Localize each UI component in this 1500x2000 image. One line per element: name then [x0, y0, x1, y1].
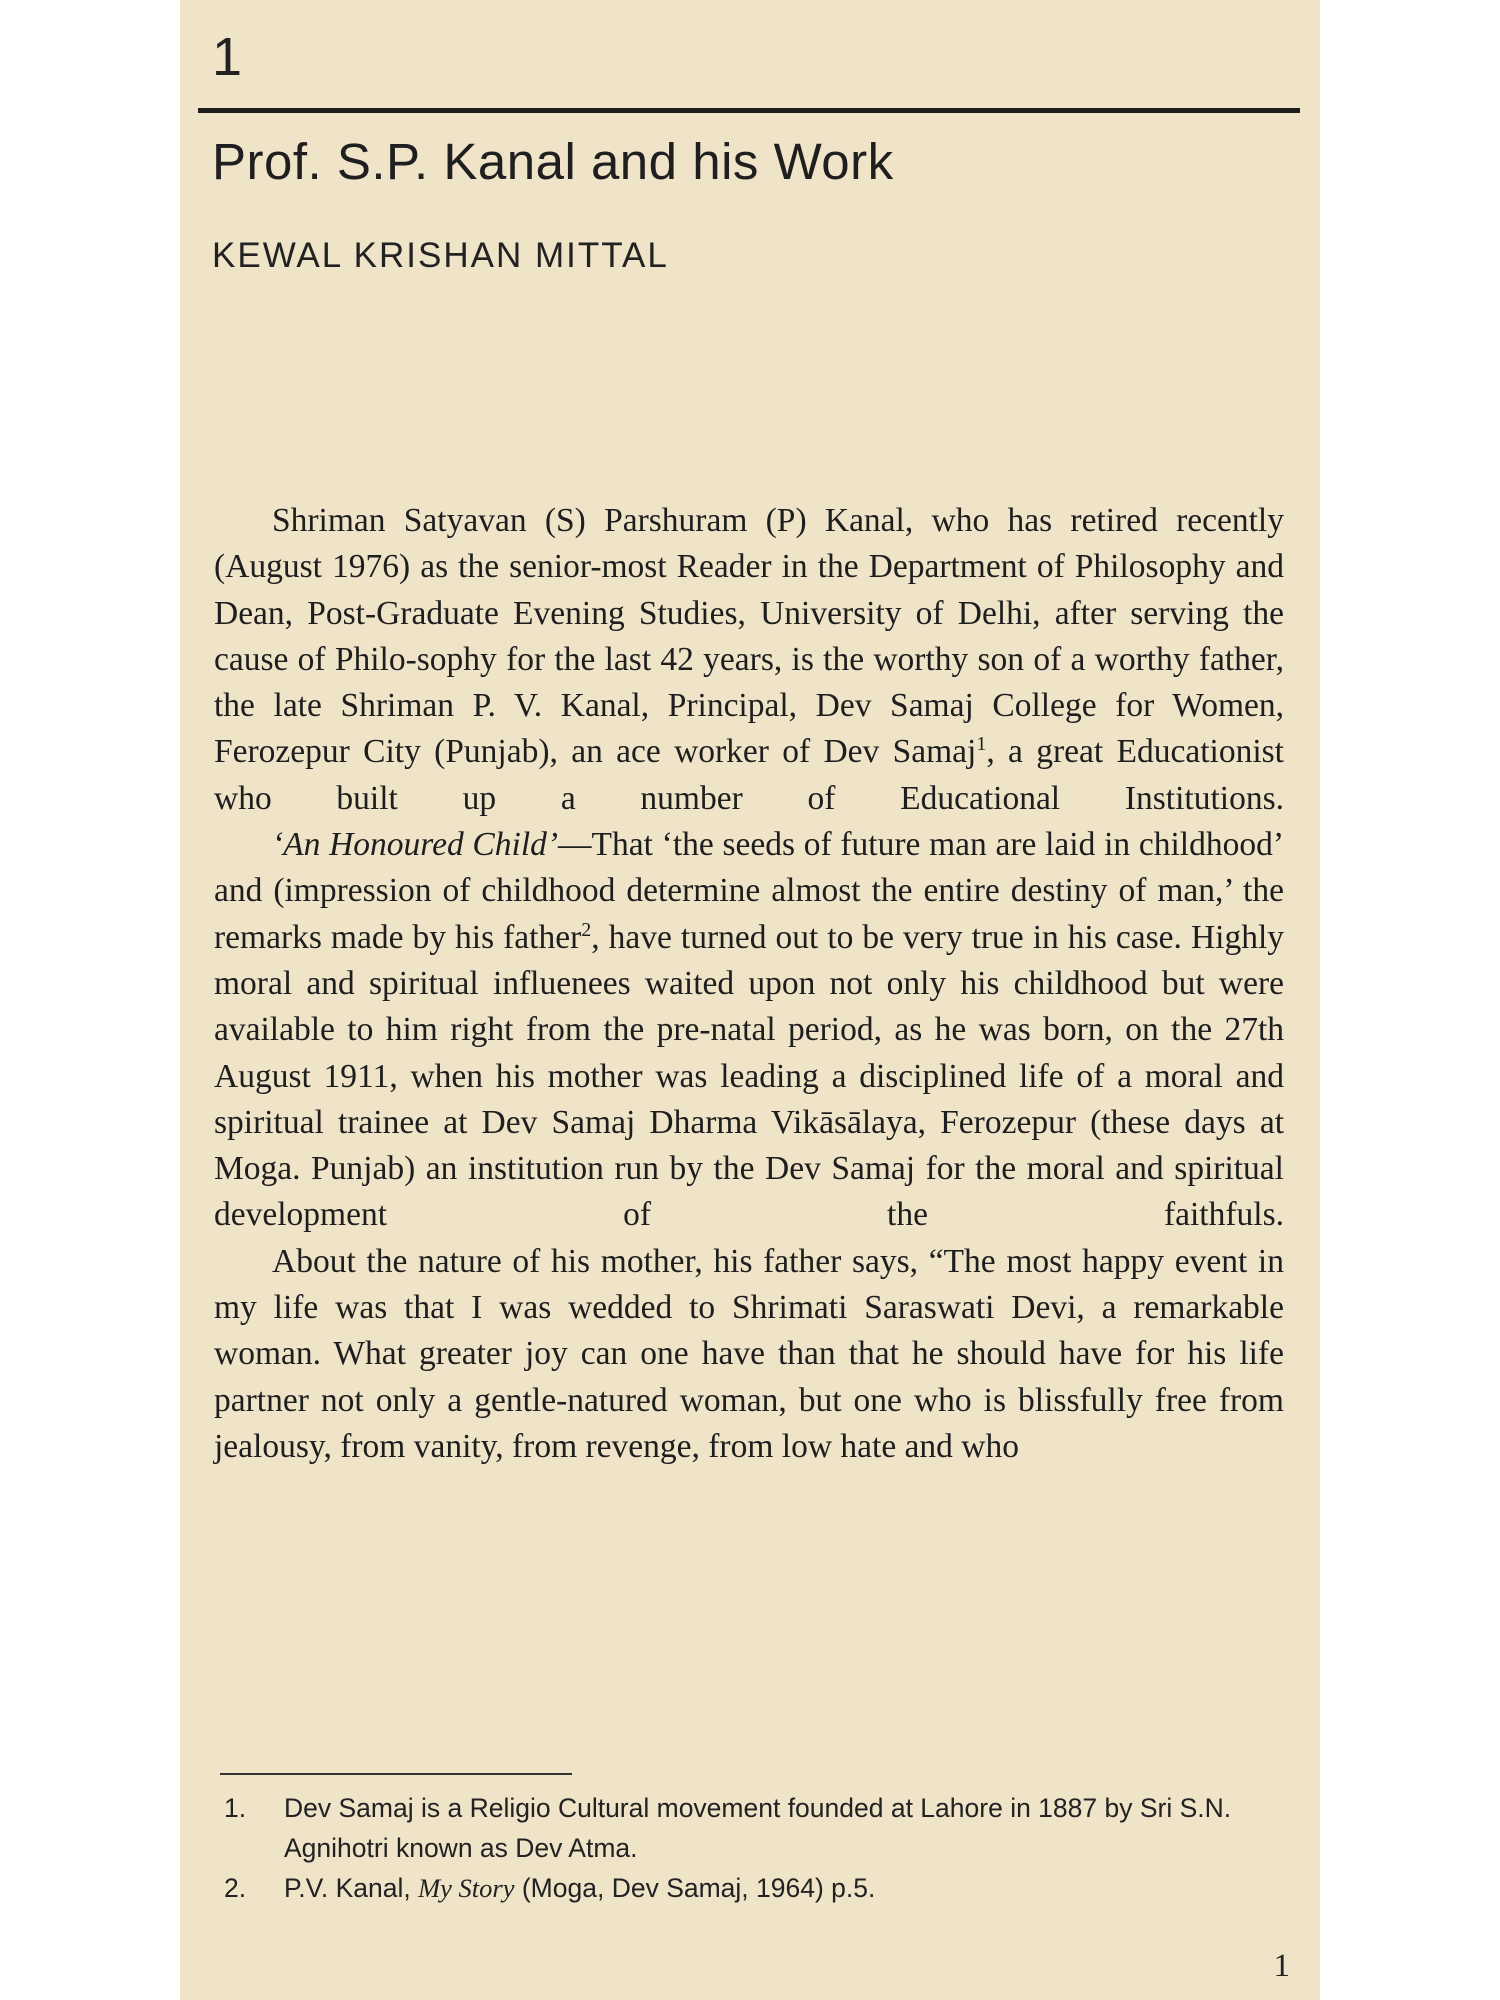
- footnote-1: [224, 1788, 1284, 1868]
- footnote-rule: [220, 1773, 572, 1775]
- header-rule: [198, 108, 1300, 113]
- chapter-number: 1: [212, 27, 243, 87]
- section-heading-italic: ‘An Honoured Child’: [272, 826, 559, 864]
- footnotes: [224, 1788, 1284, 1908]
- footnote-2: 2. P.V. Kanal, My Story (Moga, Dev Samaj, 1964) p.5.: [224, 1868, 1284, 1908]
- article-author: KEWAL KRISHAN MITTAL: [212, 236, 669, 275]
- paragraph-3: About the nature of his mother, his father says, “The most happy event in my life was that I was wedded to Shrimati Saraswati Devi, a remarkable woman. What greater joy can one have than that he should have for his life partner not only a gentle-natured woman, but one who is blissfully free from jealousy, from vanity, from revenge, from low hate and who: [214, 1242, 1284, 1465]
- footnote-ref-2: 2: [581, 918, 592, 941]
- footnote-2-number: 2.: [224, 1873, 247, 1903]
- book-title: My Story: [418, 1873, 515, 1903]
- article-title: Prof. S.P. Kanal and his Work: [212, 133, 894, 190]
- page-number: 1: [1273, 1948, 1290, 1984]
- paragraph-2: ‘An Honoured Child’—That ‘the seeds of future man are laid in childhood’ and (impression of childhood determine almost the entire destiny of man,’ the remarks made by his father$^2$, have turned out to be very true in his case. Highly moral and spiritual influenees waited upon not only his childhood but were available to him right from the pre-natal period, as he was born, on the 27th August 1911, when his mother was leading a disciplined life of a moral and spiritual trainee at Dev Samaj Dharma Vikāsālaya, Ferozepur (these days at Moga. Punjab) an institution run by the Dev Samaj for the moral and spiritual development of the faithfuls.: [214, 826, 1284, 1234]
- footnote-ref-1: 1: [976, 733, 987, 756]
- book-page: [180, 0, 1320, 2000]
- article-body: [214, 498, 1284, 1470]
- paragraph-1: Shriman Satyavan (S) Parshuram (P) Kanal, who has retired recently (August 1976) as the senior-most Reader in the Department of Philosophy and Dean, Post-Graduate Evening Studies, University of Delhi, after serving the cause of Philo-sophy for the last 42 years, is the worthy son of a worthy father, the late Shriman P. V. Kanal, Principal, Dev Samaj College for Women, Ferozepur City (Punjab), an ace worker of Dev Samaj$^1$, a great Educationist who built up a number of Educational Institutions.: [214, 502, 1284, 817]
- footnote-1-text: Dev Samaj is a Religio Cultural movement founded at Lahore in 1887 by Sri S.N. Agnihotri known as Dev Atma.: [284, 1793, 1232, 1863]
- footnote-1-number: 1.: [224, 1793, 247, 1823]
